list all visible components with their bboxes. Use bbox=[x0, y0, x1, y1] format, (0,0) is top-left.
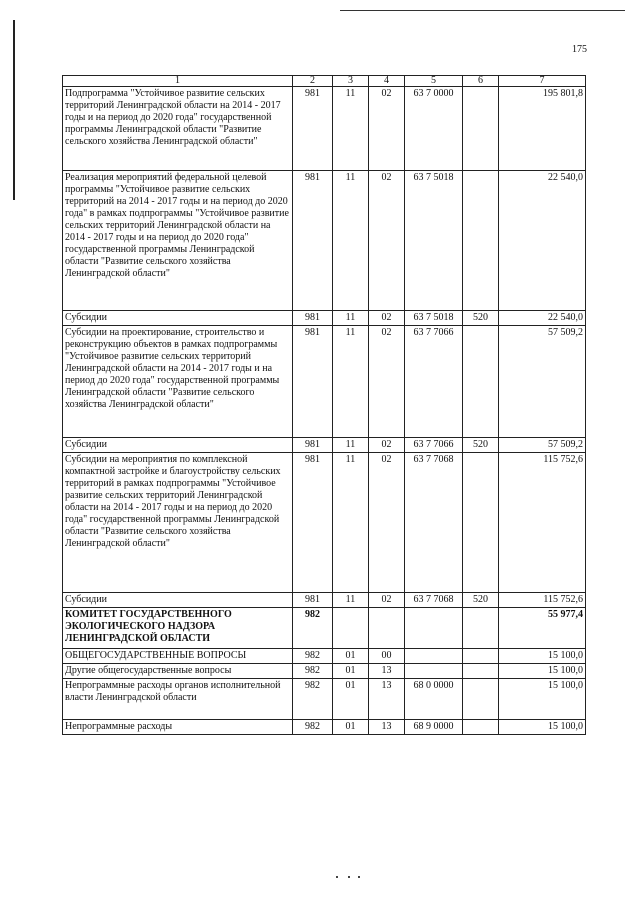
amount-cell: 15 100,0 bbox=[499, 649, 586, 664]
item-name-cell: Субсидии на мероприятия по комплексной компактной застройке и благоустройству сельских территорий в рамках подпрограммы "Устойчивое развитие сельских территорий Ленинградской области на 2014 - 2017 годы и на период до 2020 года" государственной программы Ленинградской области "Развитие сельского хозяйства Ленинградской области" bbox=[63, 453, 293, 593]
expense-type-cell bbox=[463, 326, 499, 438]
target-article-cell: 63 7 7066 bbox=[405, 326, 463, 438]
ved-code-cell: 981 bbox=[293, 171, 333, 311]
expense-type-cell: 520 bbox=[463, 593, 499, 608]
section-code-cell: 11 bbox=[333, 171, 369, 311]
target-article-cell bbox=[405, 664, 463, 679]
table-row bbox=[63, 326, 586, 438]
ved-code-cell: 981 bbox=[293, 326, 333, 438]
section-code-cell: 01 bbox=[333, 720, 369, 735]
ved-code-cell: 982 bbox=[293, 679, 333, 720]
header-cell: 6 bbox=[463, 76, 499, 87]
header-cell: 3 bbox=[333, 76, 369, 87]
header-cell: 7 bbox=[499, 76, 586, 87]
amount-cell: 22 540,0 bbox=[499, 311, 586, 326]
expense-type-cell: 520 bbox=[463, 311, 499, 326]
table-row bbox=[63, 87, 586, 171]
ved-code-cell: 982 bbox=[293, 649, 333, 664]
expense-type-cell bbox=[463, 679, 499, 720]
ved-code-cell: 981 bbox=[293, 87, 333, 171]
item-name-cell: Непрограммные расходы органов исполнительной власти Ленинградской области bbox=[63, 679, 293, 720]
budget-table bbox=[62, 75, 586, 735]
amount-cell: 115 752,6 bbox=[499, 453, 586, 593]
item-name-cell: Субсидии bbox=[63, 438, 293, 453]
section-code-cell: 01 bbox=[333, 649, 369, 664]
target-article-cell: 63 7 5018 bbox=[405, 311, 463, 326]
expense-type-cell bbox=[463, 453, 499, 593]
table-row bbox=[63, 438, 586, 453]
amount-cell: 57 509,2 bbox=[499, 438, 586, 453]
subsection-code-cell: 13 bbox=[369, 664, 405, 679]
table-row bbox=[63, 679, 586, 720]
table-row bbox=[63, 171, 586, 311]
amount-cell: 57 509,2 bbox=[499, 326, 586, 438]
item-name-cell: Субсидии bbox=[63, 311, 293, 326]
amount-cell: 115 752,6 bbox=[499, 593, 586, 608]
header-row bbox=[63, 76, 586, 87]
table-row bbox=[63, 608, 586, 649]
expense-type-cell bbox=[463, 87, 499, 171]
amount-cell: 15 100,0 bbox=[499, 679, 586, 720]
scan-dots bbox=[336, 876, 360, 878]
header-cell: 4 bbox=[369, 76, 405, 87]
ved-code-cell: 982 bbox=[293, 608, 333, 649]
table-row bbox=[63, 453, 586, 593]
subsection-code-cell bbox=[369, 608, 405, 649]
target-article-cell: 63 7 7068 bbox=[405, 453, 463, 593]
expense-type-cell: 520 bbox=[463, 438, 499, 453]
ved-code-cell: 981 bbox=[293, 453, 333, 593]
section-code-cell: 11 bbox=[333, 87, 369, 171]
subsection-code-cell: 13 bbox=[369, 720, 405, 735]
item-name-cell: Непрограммные расходы bbox=[63, 720, 293, 735]
subsection-code-cell: 02 bbox=[369, 326, 405, 438]
ved-code-cell: 981 bbox=[293, 593, 333, 608]
table-row bbox=[63, 593, 586, 608]
amount-cell: 15 100,0 bbox=[499, 664, 586, 679]
header-cell: 5 bbox=[405, 76, 463, 87]
target-article-cell: 68 0 0000 bbox=[405, 679, 463, 720]
table-row bbox=[63, 664, 586, 679]
scan-mark-left bbox=[13, 20, 15, 200]
item-name-cell: КОМИТЕТ ГОСУДАРСТВЕННОГО ЭКОЛОГИЧЕСКОГО НАДЗОРА ЛЕНИНГРАДСКОЙ ОБЛАСТИ bbox=[63, 608, 293, 649]
amount-cell: 55 977,4 bbox=[499, 608, 586, 649]
header-cell: 1 bbox=[63, 76, 293, 87]
ved-code-cell: 982 bbox=[293, 664, 333, 679]
expense-type-cell bbox=[463, 664, 499, 679]
section-code-cell: 11 bbox=[333, 453, 369, 593]
section-code-cell: 11 bbox=[333, 593, 369, 608]
amount-cell: 22 540,0 bbox=[499, 171, 586, 311]
subsection-code-cell: 02 bbox=[369, 171, 405, 311]
expense-type-cell bbox=[463, 608, 499, 649]
item-name-cell: Подпрограмма "Устойчивое развитие сельских территорий Ленинградской области на 2014 - 2017 годы и на период до 2020 года" государственной программы Ленинградской области "Развитие сельского хозяйства Ленинградской области" bbox=[63, 87, 293, 171]
item-name-cell: Реализация мероприятий федеральной целевой программы "Устойчивое развитие сельских территорий на 2014 - 2017 годы и на период до 2020 года" в рамках подпрограммы "Устойчивое развитие сельских территорий Ленинградской области на 2014 - 2017 годы и на период до 2020 года" государственной программы Ленинградской области "Развитие сельского хозяйства Ленинградской области" bbox=[63, 171, 293, 311]
target-article-cell: 63 7 7066 bbox=[405, 438, 463, 453]
header-cell: 2 bbox=[293, 76, 333, 87]
section-code-cell: 11 bbox=[333, 311, 369, 326]
subsection-code-cell: 02 bbox=[369, 87, 405, 171]
subsection-code-cell: 02 bbox=[369, 311, 405, 326]
subsection-code-cell: 02 bbox=[369, 438, 405, 453]
target-article-cell bbox=[405, 608, 463, 649]
item-name-cell: Другие общегосударственные вопросы bbox=[63, 664, 293, 679]
subsection-code-cell: 02 bbox=[369, 453, 405, 593]
page-number: 175 bbox=[572, 44, 587, 55]
target-article-cell: 68 9 0000 bbox=[405, 720, 463, 735]
section-code-cell: 01 bbox=[333, 664, 369, 679]
amount-cell: 15 100,0 bbox=[499, 720, 586, 735]
subsection-code-cell: 13 bbox=[369, 679, 405, 720]
expense-type-cell bbox=[463, 649, 499, 664]
table-row bbox=[63, 649, 586, 664]
item-name-cell: Субсидии bbox=[63, 593, 293, 608]
target-article-cell: 63 7 5018 bbox=[405, 171, 463, 311]
ved-code-cell: 981 bbox=[293, 438, 333, 453]
subsection-code-cell: 02 bbox=[369, 593, 405, 608]
target-article-cell: 63 7 0000 bbox=[405, 87, 463, 171]
expense-type-cell bbox=[463, 720, 499, 735]
target-article-cell bbox=[405, 649, 463, 664]
ved-code-cell: 981 bbox=[293, 311, 333, 326]
section-code-cell: 11 bbox=[333, 326, 369, 438]
section-code-cell bbox=[333, 608, 369, 649]
item-name-cell: Субсидии на проектирование, строительство и реконструкцию объектов в рамках подпрограммы "Устойчивое развитие сельских территорий Ленинградской области на 2014 - 2017 годы и на период до 2020 года" государственной программы Ленинградской области "Развитие сельского хозяйства Ленинградской области" bbox=[63, 326, 293, 438]
ved-code-cell: 982 bbox=[293, 720, 333, 735]
section-code-cell: 11 bbox=[333, 438, 369, 453]
item-name-cell: ОБЩЕГОСУДАРСТВЕННЫЕ ВОПРОСЫ bbox=[63, 649, 293, 664]
expense-type-cell bbox=[463, 171, 499, 311]
scan-line-top bbox=[340, 10, 625, 11]
section-code-cell: 01 bbox=[333, 679, 369, 720]
subsection-code-cell: 00 bbox=[369, 649, 405, 664]
table-row bbox=[63, 311, 586, 326]
target-article-cell: 63 7 7068 bbox=[405, 593, 463, 608]
amount-cell: 195 801,8 bbox=[499, 87, 586, 171]
table-row bbox=[63, 720, 586, 735]
